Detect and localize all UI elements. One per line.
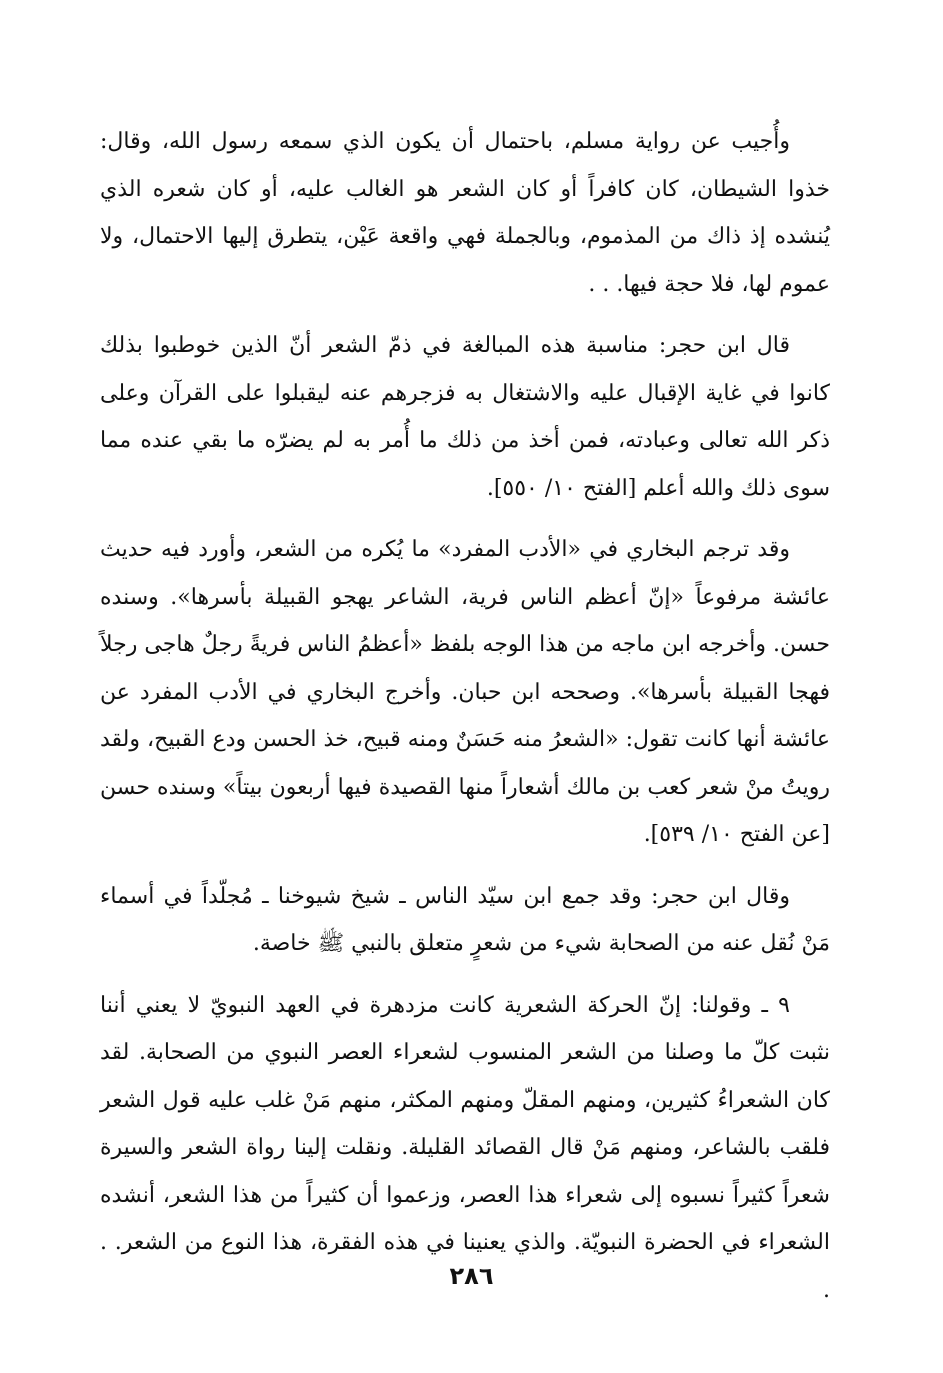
paragraph-4: وقال ابن حجر: وقد جمع ابن سيّد الناس ـ شيخ شيوخنا ـ مُجلّداً في أسماء مَنْ نُقل عنه من الصحابة شيء من شعرٍ متعلق بالنبي ﷺ خاصة. xyxy=(100,883,830,956)
paragraph-3: وقد ترجم البخاري في «الأدب المفرد» ما يُكره من الشعر، وأورد فيه حديث عائشة مرفوعاً «إنّ أعظم الناس فرية، الشاعر يهجو القبيلة بأسرها». وسنده حسن. وأخرجه ابن ماجه من هذا الوجه بلفظ «أعظمُ الناس فريةً رجلٌ هاجى رجلاً فهجا القبيلة بأسرها». وصححه ابن حبان. وأخرج البخاري في الأدب المفرد عن عائشة أنها كانت تقول: «الشعرُ منه حَسَنٌ ومنه قبيح، خذ الحسن ودع القبيح، ولقد رويتُ منْ شعر كعب بن مالك أشعاراً منها القصيدة فيها أربعون بيتاً» وسنده حسن [عن الفتح ١٠/ ٥٣٩]. xyxy=(100,537,830,847)
paragraph-5: ٩ ـ وقولنا: إنّ الحركة الشعرية كانت مزدهرة في العهد النبويّ لا يعني أننا نثبت كلّ ما وصلنا من الشعر المنسوب لشعراء العصر النبوي من الصحابة. لقد كان الشعراءُ كثيرين، ومنهم المقلّ ومنهم المكثر، منهم مَنْ غلب عليه قول الشعر فلقب بالشاعر، ومنهم مَنْ قال القصائد القليلة. ونقلت إلينا رواة الشعر والسيرة شعراً كثيراً نسبوه إلى شعراء هذا العصر، وزعموا أن كثيراً من هذا الشعر، أنشده الشعراء في الحضرة النبويّة. والذي يعنينا في هذه الفقرة، هذا النوع من الشعر. . . xyxy=(100,992,830,1303)
body-text xyxy=(100,118,830,1328)
paragraph-2: قال ابن حجر: مناسبة هذه المبالغة في ذمّ الشعر أنّ الذين خوطبوا بذلك كانوا في غاية الإقبال عليه والاشتغال به فزجرهم عنه ليقبلوا على القرآن وعلى ذكر الله تعالى وعبادته، فمن أخذ من ذلك ما أُمر به لم يضرّه ما بقي عنده مما سوى ذلك والله أعلم [الفتح ١٠/ ٥٥٠]. xyxy=(100,333,830,501)
paragraph-1: وأُجيب عن رواية مسلم، باحتمال أن يكون الذي سمعه رسول الله، وقال: خذوا الشيطان، كان كافراً أو كان الشعر هو الغالب عليه، أو كان شعره الذي يُنشده إذ ذاك من المذموم، وبالجملة فهي واقعة عَيْن، يتطرق إليها الاحتمال، ولا عموم لها، فلا حجة فيها. . . xyxy=(100,129,830,297)
page-number: ٢٨٦ xyxy=(449,1262,494,1290)
